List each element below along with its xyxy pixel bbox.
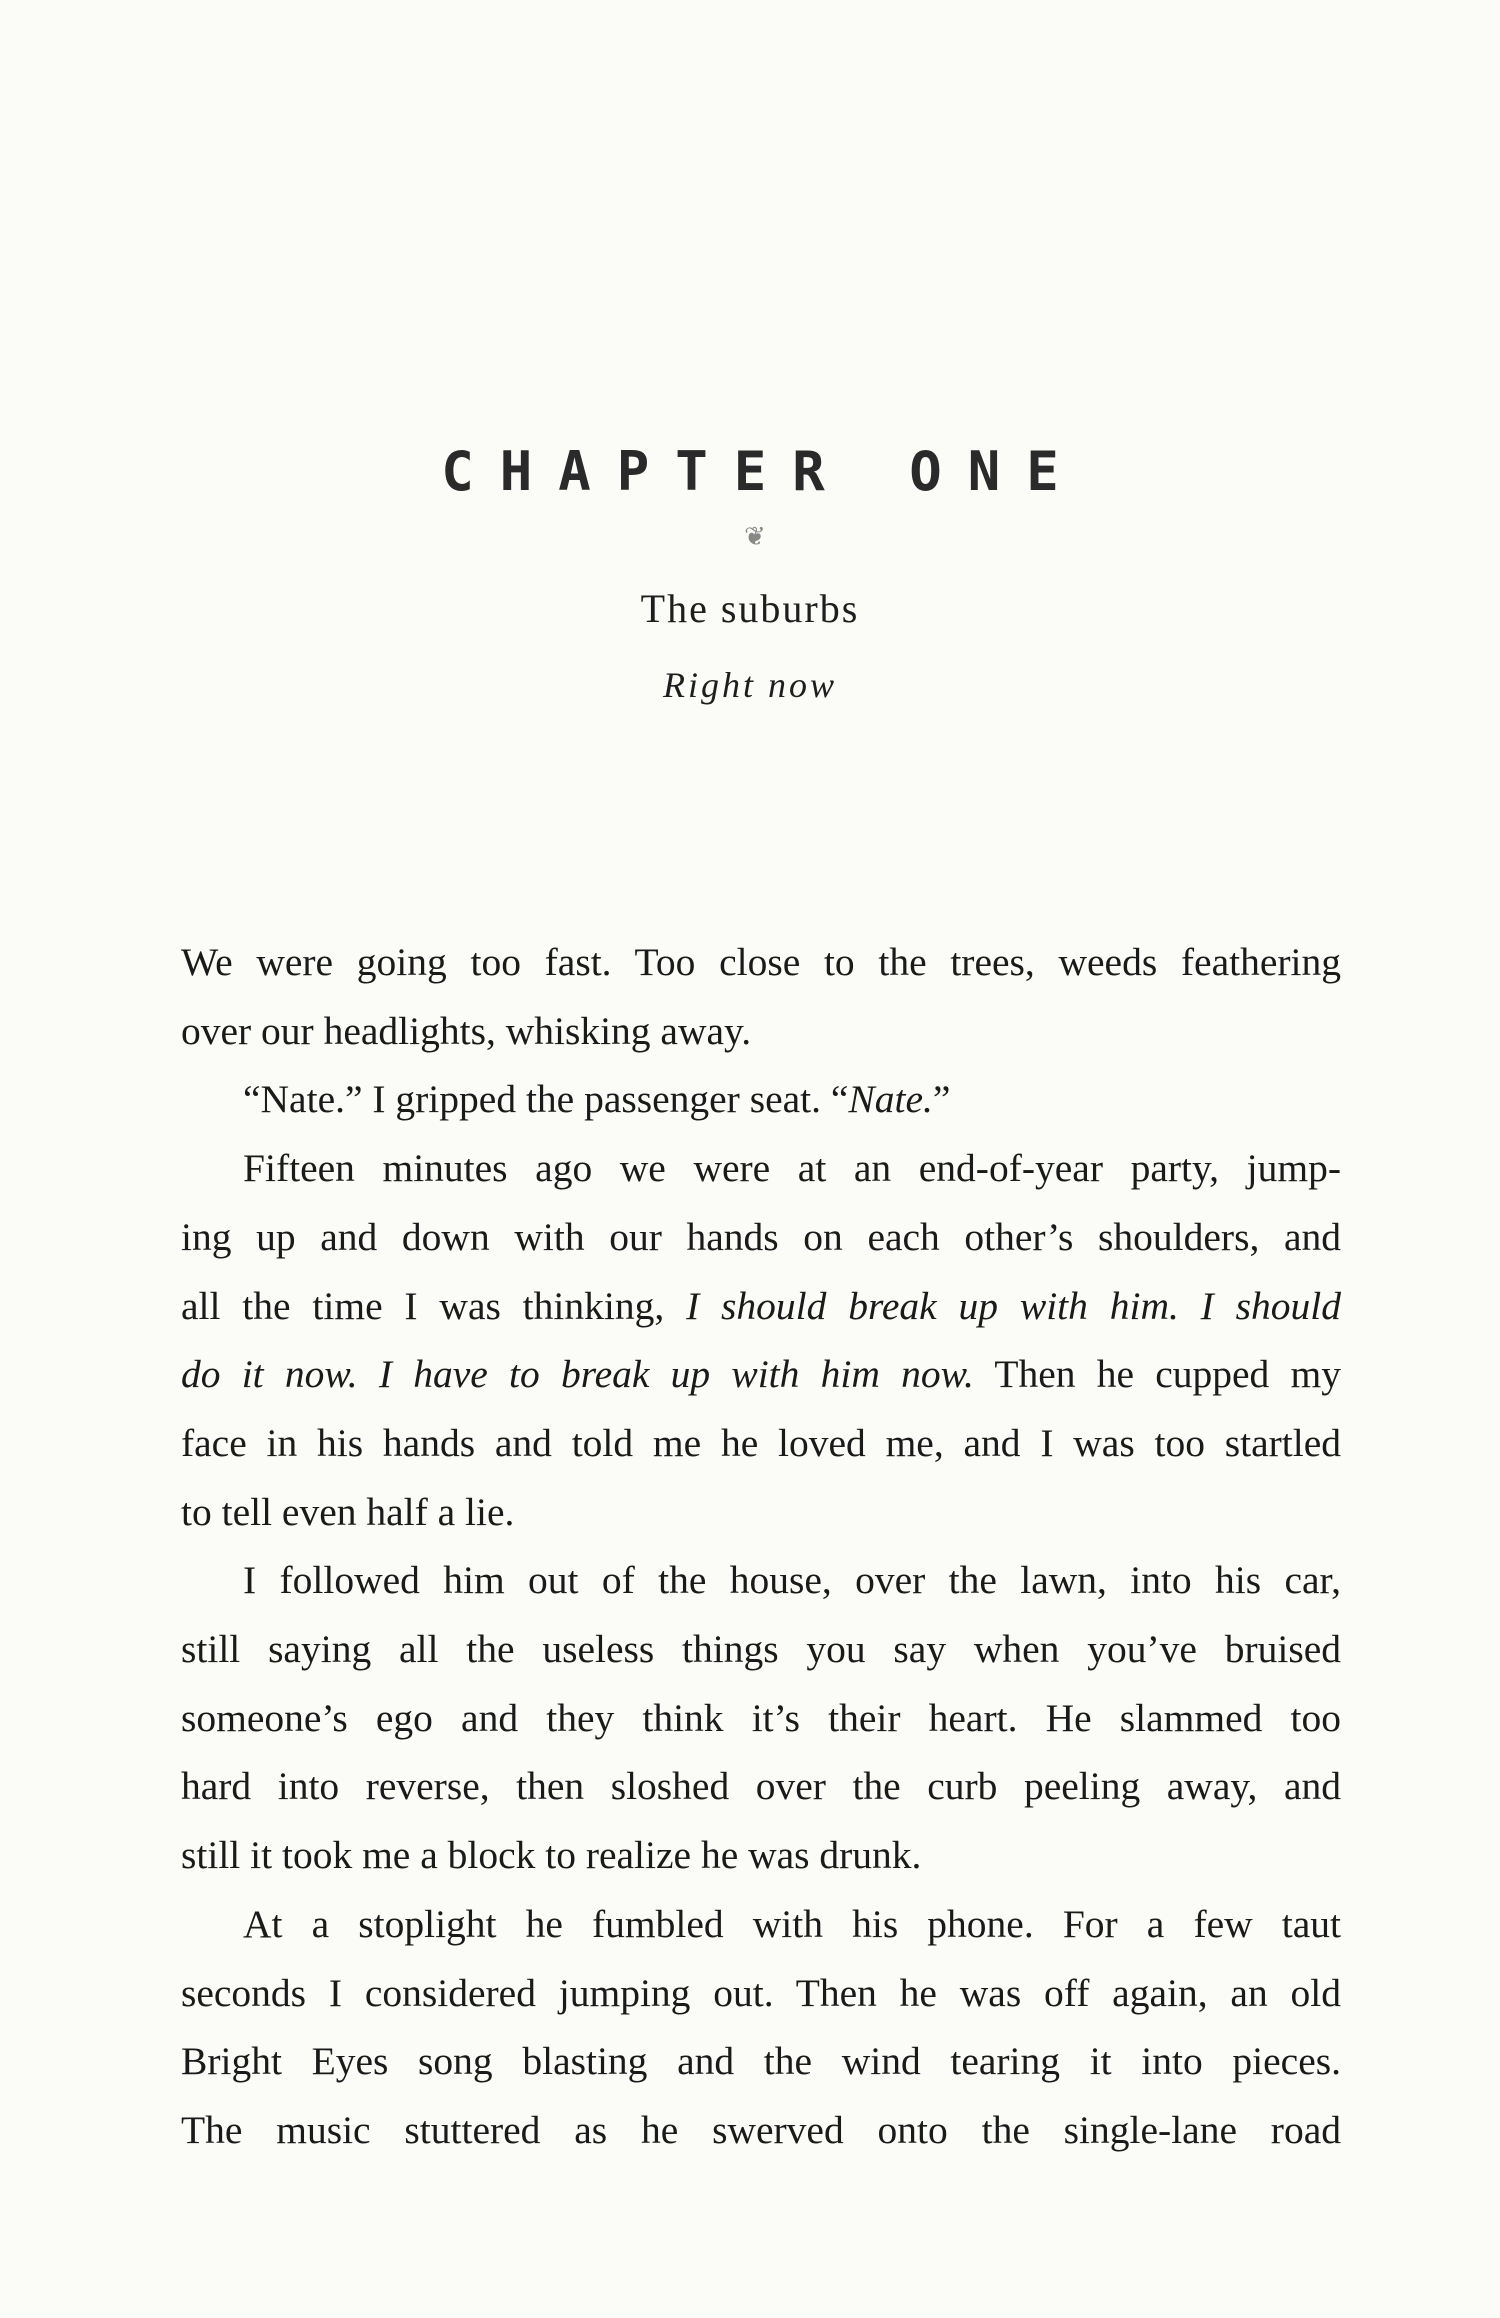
text-line: [181, 1546, 1341, 1615]
text-run: “Nate.” I gripped the passenger seat. “: [243, 1077, 849, 1122]
text-run: over our headlights, whisking away.: [181, 1008, 752, 1053]
chapter-heading: CHAPTER ONE: [441, 440, 1085, 503]
text-run: ing up and down with our hands on each other’s shoulders, and: [181, 1214, 1341, 1259]
text-run: Bright Eyes song blasting and the wind tearing it into pieces.: [181, 2039, 1341, 2084]
text-line: [181, 1340, 1341, 1409]
text-line: [181, 1409, 1341, 1478]
text-line: [181, 1203, 1341, 1272]
text-line: [181, 928, 1341, 997]
paragraph: [181, 1134, 1341, 1546]
text-line: [181, 2096, 1341, 2165]
text-run: I followed him out of the house, over the lawn, into his car,: [243, 1558, 1341, 1603]
text-run: We were going too fast. Too close to the trees, weeds feathering: [181, 940, 1341, 984]
text-line: [181, 1134, 1341, 1203]
paragraph: [181, 1890, 1341, 2165]
ornament-icon: ❦: [744, 522, 766, 552]
text-line: [181, 1065, 1341, 1134]
text-run: Then he cupped my: [973, 1352, 1341, 1397]
text-line: [181, 1821, 1341, 1890]
italic-text: I should break up with him. I should: [686, 1283, 1342, 1328]
text-line: [181, 1959, 1341, 2028]
paragraph: [181, 1065, 1341, 1134]
italic-text: do it now. I have to break up with him now.: [181, 1352, 974, 1397]
text-run: still saying all the useless things you say when you’ve bruised: [181, 1627, 1341, 1672]
text-run: Fifteen minutes ago we were at an end-of-year party, jump-: [243, 1146, 1341, 1191]
text-line: [181, 1684, 1341, 1753]
text-run: someone’s ego and they think it’s their heart. He slammed too: [181, 1695, 1341, 1740]
text-line: [181, 2027, 1341, 2096]
text-run: all the time I was thinking,: [181, 1283, 687, 1328]
paragraph: [181, 928, 1341, 1065]
text-run: seconds I considered jumping out. Then he was off again, an old: [181, 1970, 1341, 2015]
text-run: At a stoplight he fumbled with his phone. For a few taut: [243, 1901, 1341, 1946]
text-line: [181, 1752, 1341, 1821]
italic-text: Nate.: [848, 1077, 933, 1122]
paragraph: [181, 1546, 1341, 1890]
text-line: [181, 1478, 1341, 1547]
chapter-place: The suburbs: [640, 586, 860, 631]
text-line: [181, 1272, 1341, 1341]
text-line: [181, 997, 1341, 1066]
text-line: [181, 1615, 1341, 1684]
chapter-time: Right now: [662, 665, 837, 705]
text-run: still it took me a block to realize he was drunk.: [181, 1833, 922, 1878]
text-run: The music stuttered as he swerved onto the single-lane road: [181, 2107, 1341, 2152]
text-run: face in his hands and told me he loved me, and I was too startled: [181, 1420, 1341, 1465]
text-run: ”: [932, 1077, 951, 1122]
text-run: to tell even half a lie.: [181, 1489, 515, 1534]
text-line: [181, 1890, 1341, 1959]
text-run: hard into reverse, then sloshed over the curb peeling away, and: [181, 1764, 1341, 1809]
body-text: [181, 928, 1341, 2165]
